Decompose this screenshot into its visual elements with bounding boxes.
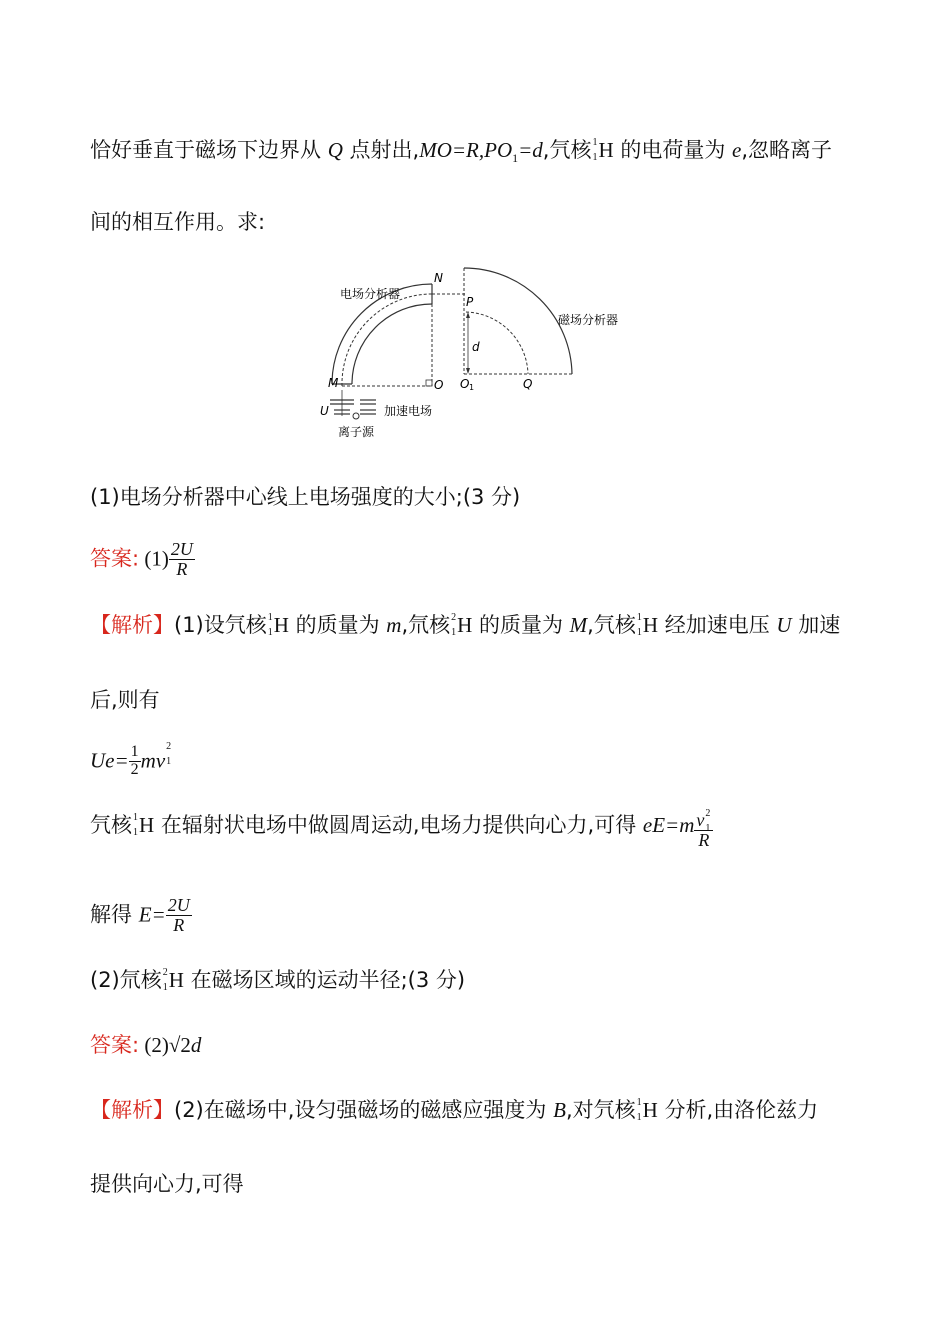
- intro-text-e2: ,忽略离子: [741, 138, 833, 162]
- label-o1-sub: 1: [469, 383, 475, 392]
- intro-text-b: 点射出,: [342, 138, 420, 162]
- label-o: O: [434, 378, 444, 392]
- label-m: M: [328, 376, 339, 390]
- label-p: P: [466, 295, 474, 309]
- label-q: Q: [523, 377, 533, 391]
- answer-1-fraction: $\frac{2U}{R}$: [170, 539, 193, 579]
- analysis-1-line-4: 氕核 1 1 H 在辐射状电场中做圆周运动,电场力提供向心力,可得 eE=m v 2 1 R: [90, 815, 713, 850]
- answer-label: 答案:: [90, 546, 140, 571]
- label-d: d: [472, 340, 480, 354]
- question-1: (1)电场分析器中心线上电场强度的大小;(3 分): [90, 485, 521, 509]
- intro-var-d: =d: [518, 138, 543, 162]
- isotope-notation: 2 1: [162, 967, 168, 993]
- question-2: (2)氘核 2 1 H 在磁场区域的运动半径;(3 分): [90, 967, 466, 993]
- intro-text-c: ,氕核: [542, 138, 592, 162]
- analysis-2-line-1: 【解析】(2)在磁场中,设匀强磁场的磁感应强度为 B,对氕核 1 1 H 分析,由洛伦兹力: [90, 1097, 819, 1123]
- intro-sub-1: 1: [512, 151, 519, 166]
- analyzer-figure: [310, 260, 650, 450]
- intro-var-h: H: [598, 138, 614, 162]
- ion-source-label: 离子源: [338, 425, 375, 439]
- magnetic-analyzer-boundary: [464, 268, 572, 374]
- equation-1: Ue= $\frac{1}{2}$ mv 2 1: [90, 741, 172, 778]
- electric-analyzer-label: 电场分析器: [340, 287, 401, 301]
- analysis-tag: 【解析】: [90, 1098, 174, 1122]
- magnetic-analyzer-label: 磁场分析器: [558, 313, 619, 327]
- electric-analyzer-inner-arc: [352, 304, 432, 384]
- intro-text-a: 恰好垂直于磁场下边界从: [90, 138, 328, 162]
- analysis-tag: 【解析】: [90, 613, 174, 637]
- isotope-notation: 1 1: [636, 1097, 642, 1123]
- intro-var-q: Q: [327, 138, 343, 162]
- analysis-2-line-2: 提供向心力,可得: [90, 1172, 244, 1196]
- analysis-1-line-1: 【解析】(1)设氕核 1 1 H 的质量为 m,氘核 2 1 H 的质量为 M,氕核 1 1 H 经加速电压 U 加速: [90, 612, 841, 638]
- label-n: N: [434, 271, 443, 285]
- isotope-notation: 1 1: [267, 612, 273, 638]
- accelerating-field-label: 加速电场: [384, 404, 433, 418]
- intro-var-mo: MO=R,PO: [419, 138, 513, 162]
- answer-label: 答案:: [90, 1033, 140, 1057]
- isotope-notation: 1 1: [133, 812, 138, 838]
- answer-1: 答案: (1) $\frac{2U}{R}$: [90, 539, 193, 579]
- answer-2: 答案: (2)√2d: [90, 1033, 202, 1057]
- intro-var-e: e: [732, 138, 742, 162]
- intro-text-e1: 的电荷量为: [613, 138, 733, 162]
- analysis-1-line-2: 后,则有: [90, 688, 160, 712]
- ion-center-path: [342, 294, 432, 386]
- label-u: U: [320, 404, 329, 418]
- intro-line-1: [90, 137, 833, 166]
- label-o1: O: [460, 377, 470, 391]
- isotope-notation: 2 1: [451, 612, 457, 638]
- analysis-1-line-5: 解得 E= $\frac{2U}{R}$: [90, 895, 190, 935]
- isotope-notation: 1 1: [636, 612, 642, 638]
- isotope-notation: 1 1: [592, 137, 598, 163]
- ion-source-icon: [353, 413, 359, 419]
- intro-line-2: 间的相互作用。求:: [90, 210, 266, 234]
